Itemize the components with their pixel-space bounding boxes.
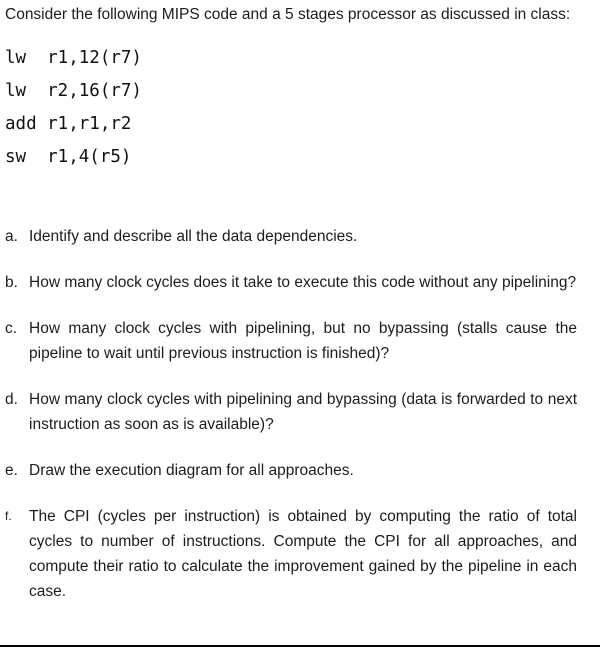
- intro-paragraph: Consider the following MIPS code and a 5 stages processor as discussed in class:: [5, 6, 571, 23]
- question-text: How many clock cycles does it take to execute this code without any pipelining?: [29, 274, 577, 291]
- question-item-c: [5, 316, 577, 366]
- code-line: sw r1,4(r5): [5, 147, 132, 167]
- question-label: f.: [5, 509, 12, 523]
- question-label: e.: [5, 462, 18, 479]
- question-item-f: [5, 504, 577, 604]
- question-text: Draw the execution diagram for all approaches.: [29, 462, 354, 479]
- question-label: a.: [5, 228, 18, 245]
- question-item-b: [5, 270, 577, 295]
- code-line: lw r2,16(r7): [5, 81, 142, 101]
- question-label: b.: [5, 274, 18, 291]
- question-text: How many clock cycles with pipelining, but no bypassing (stalls cause the pipeline to wait until previous instruction is finished)?: [29, 320, 577, 362]
- code-line: lw r1,12(r7): [5, 48, 142, 68]
- question-label: c.: [5, 320, 18, 337]
- question-label: d.: [5, 391, 18, 408]
- code-line: add r1,r1,r2: [5, 114, 132, 134]
- question-item-d: [5, 387, 577, 437]
- question-list: [5, 224, 592, 604]
- question-text: Identify and describe all the data dependencies.: [29, 228, 358, 245]
- question-item-e: [5, 458, 577, 483]
- mips-code-block: [5, 42, 592, 174]
- question-item-a: [5, 224, 577, 249]
- question-text: How many clock cycles with pipelining and bypassing (data is forwarded to next instruction as soon as is available)?: [29, 391, 577, 433]
- question-text: The CPI (cycles per instruction) is obtained by computing the ratio of total cycles to number of instructions. Compute the CPI for all approaches, and compute their ratio to calculate the improvement gained by the pipeline in each case.: [29, 508, 577, 600]
